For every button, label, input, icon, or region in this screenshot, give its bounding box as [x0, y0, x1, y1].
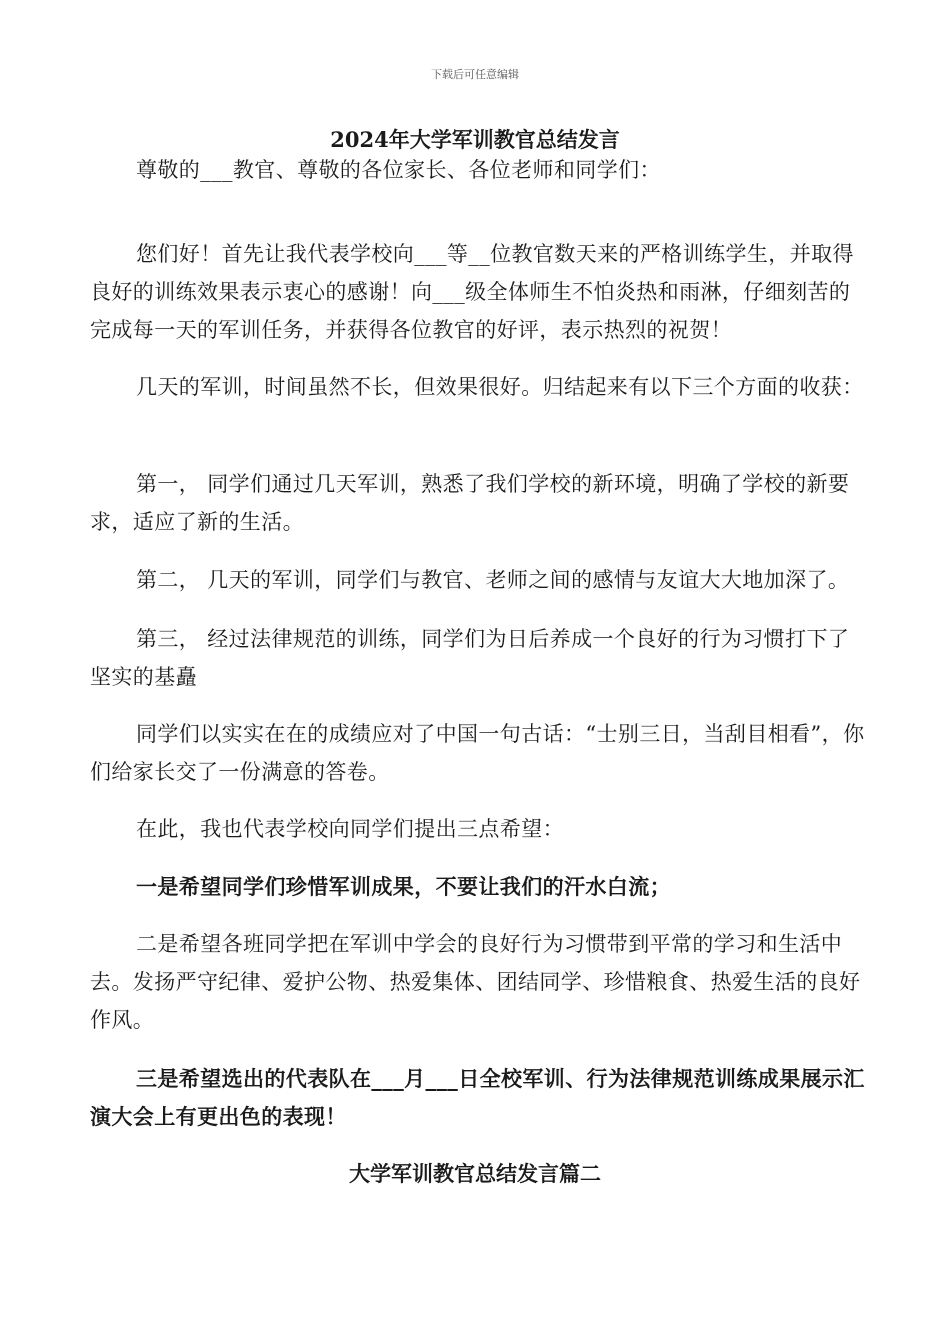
summary-intro-paragraph: 几天的军训，时间虽然不长，但效果很好。归结起来有以下三个方面的收获：	[136, 375, 864, 399]
hope-one-paragraph: 一是希望同学们珍惜军训成果，不要让我们的汗水白流；	[136, 874, 671, 899]
proverb-paragraph: 同学们以实实在在的成绩应对了中国一句古话：“士别三日，当刮目相看”，你们给家长交了一份满意的答卷。	[90, 722, 865, 784]
salutation-paragraph: 尊敬的___教官、尊敬的各位家长、各位老师和同学们：	[136, 158, 661, 182]
hope-three-paragraph: 三是希望选出的代表队在___月___日全校军训、行为法律规范训练成果展示汇演大会上有更出色的表现！	[90, 1066, 865, 1129]
document-title: 2024年大学军训教官总结发言	[330, 127, 620, 152]
hopes-intro-paragraph: 在此，我也代表学校向同学们提出三点希望：	[136, 817, 564, 841]
third-point-paragraph: 第三， 经过法律规范的训练，同学们为日后养成一个良好的行为习惯打下了坚实的基矗	[90, 627, 850, 689]
section-subtitle: 大学军训教官总结发言篇二	[349, 1161, 601, 1186]
greeting-paragraph: 您们好！首先让我代表学校向___等__位教官数天来的严格训练学生，并取得良好的训练效果表示衷心的感谢！向___级全体师生不怕炎热和雨淋，仔细刻苦的完成每一天的军训任务，并获得各位教官的好评，表示热烈的祝贺！	[90, 242, 854, 342]
header-note: 下载后可任意编辑	[431, 68, 519, 81]
second-point-paragraph: 第二， 几天的军训，同学们与教官、老师之间的感情与友谊大大地加深了。	[136, 568, 850, 592]
hope-two-paragraph: 二是希望各班同学把在军训中学会的良好行为习惯带到平常的学习和生活中去。发扬严守纪律、爱护公物、热爱集体、团结同学、珍惜粮食、热爱生活的良好作风。	[90, 932, 861, 1032]
first-point-paragraph: 第一， 同学们通过几天军训，熟悉了我们学校的新环境，明确了学校的新要求，适应了新的生活。	[90, 472, 850, 534]
